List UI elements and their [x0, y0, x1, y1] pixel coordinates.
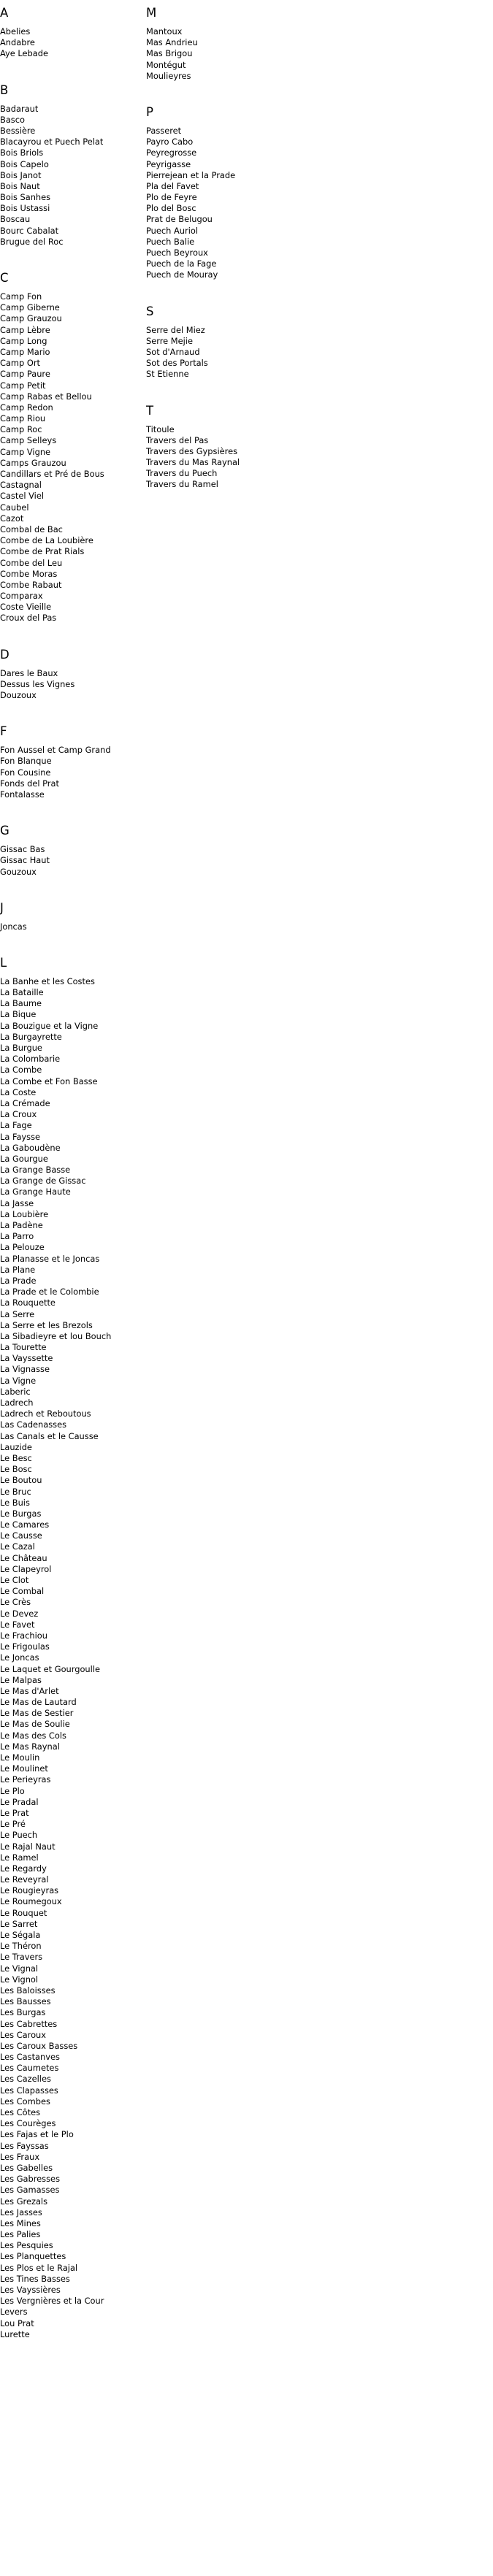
- place-name: La Vayssette: [0, 1353, 53, 1364]
- place-name: Le Crès: [0, 1597, 31, 1608]
- place-name: Les Pesquies: [0, 2240, 53, 2251]
- place-name: Le Vignol: [0, 1974, 39, 1985]
- place-name: Bois Briols: [0, 147, 44, 158]
- place-name: Peyregrosse: [146, 147, 197, 158]
- place-name: Le Mas d'Arlet: [0, 1685, 59, 1696]
- place-name: La Parro: [0, 1231, 34, 1242]
- place-name: Le Malpas: [0, 1674, 42, 1685]
- place-name: Les Plos et le Rajal: [0, 2262, 78, 2273]
- letter-heading: P: [146, 104, 153, 119]
- place-name: Le Prat: [0, 1807, 29, 1818]
- letter-section: [0, 271, 146, 648]
- place-name: Puech Auriol: [146, 225, 198, 236]
- letter-heading: F: [0, 724, 7, 739]
- place-name: Plo de Feyre: [146, 192, 197, 203]
- place-name: Le Cazal: [0, 1541, 35, 1552]
- place-name: Bois Janot: [0, 169, 42, 180]
- place-name: Les Gabresses: [0, 2174, 60, 2185]
- name-list: [0, 976, 146, 2340]
- place-name: La Padène: [0, 1220, 43, 1230]
- place-name: Travers du Puech: [146, 468, 218, 479]
- place-name: Les Fraux: [0, 2151, 40, 2162]
- place-name: Le Puech: [0, 1830, 38, 1841]
- place-name: Boscau: [0, 214, 31, 225]
- place-name: Les Cabrettes: [0, 2018, 58, 2029]
- place-name: Laberic: [0, 1386, 31, 1397]
- place-name: Le Théron: [0, 1941, 42, 1952]
- place-name: Le Bruc: [0, 1486, 31, 1497]
- place-name: Les Caroux: [0, 2029, 47, 2040]
- place-name: Montégut: [146, 59, 186, 70]
- place-name: Camp Grauzou: [0, 313, 62, 324]
- place-name: Bois Sanhes: [0, 192, 51, 203]
- place-name: La Burgayrette: [0, 1031, 62, 1042]
- place-name: Les Côtes: [0, 2107, 41, 2117]
- place-name: Comparax: [0, 591, 43, 602]
- place-name: Les Combes: [0, 2096, 50, 2107]
- place-name: Douzoux: [0, 690, 37, 700]
- place-name: La Serre: [0, 1308, 35, 1319]
- place-name: Combe Rabaut: [0, 579, 62, 590]
- place-name: La Jasse: [0, 1197, 34, 1208]
- place-name: La Loubière: [0, 1208, 49, 1219]
- place-name: Fontalasse: [0, 789, 45, 800]
- place-name: Le Favet: [0, 1619, 35, 1630]
- place-name: Fon Blanque: [0, 756, 52, 767]
- letter-section: [146, 6, 292, 105]
- place-name: La Plane: [0, 1264, 36, 1275]
- place-name: Caubel: [0, 502, 29, 513]
- place-name: Basco: [0, 114, 25, 125]
- place-name: Dares le Baux: [0, 667, 58, 678]
- letter-section: [146, 404, 292, 514]
- name-list: [0, 921, 146, 932]
- place-name: Blacayrou et Puech Pelat: [0, 137, 104, 147]
- place-name: Camp Mario: [0, 346, 50, 357]
- place-name: Bois Naut: [0, 180, 40, 191]
- place-name: Le Clot: [0, 1575, 29, 1585]
- letter-section: [0, 724, 146, 824]
- place-name: Le Boutou: [0, 1475, 42, 1486]
- place-name: La Colombarie: [0, 1054, 61, 1065]
- place-name: Les Gabelles: [0, 2162, 53, 2173]
- place-name: Camp Vigne: [0, 446, 51, 457]
- place-name: Castagnal: [0, 480, 42, 491]
- place-name: Camp Rabas et Bellou: [0, 391, 92, 402]
- place-name: Les Bausses: [0, 1996, 51, 2007]
- place-name: Las Canals et le Causse: [0, 1430, 99, 1441]
- place-name: La Vigne: [0, 1375, 37, 1386]
- name-list: [146, 126, 292, 281]
- place-name: Le Travers: [0, 1952, 43, 1963]
- place-name: Cazot: [0, 513, 24, 524]
- place-name: Ladrech et Reboutous: [0, 1408, 91, 1419]
- place-name: Camp Paure: [0, 369, 50, 380]
- place-name: Camp Lèbre: [0, 324, 50, 335]
- place-name: La Burgue: [0, 1043, 42, 1053]
- letter-section: [0, 83, 146, 271]
- place-name: Joncas: [0, 921, 27, 932]
- place-name: Combe de Prat Rials: [0, 546, 85, 557]
- place-name: Le Mas de Sestier: [0, 1708, 74, 1719]
- place-name: La Croux: [0, 1109, 37, 1120]
- place-name: Candillars et Pré de Bous: [0, 469, 104, 479]
- place-name: Travers du Mas Raynal: [146, 457, 240, 468]
- place-name: Le Plo: [0, 1785, 25, 1796]
- place-name: Peyrigasse: [146, 158, 191, 169]
- place-name: Camp Redon: [0, 402, 53, 413]
- letter-section: [0, 6, 146, 83]
- letter-heading: C: [0, 271, 9, 285]
- letter-section: [0, 901, 146, 956]
- place-name: Andabre: [0, 37, 35, 48]
- place-name: Le Causse: [0, 1530, 42, 1541]
- place-name: Fon Cousine: [0, 767, 51, 778]
- place-name: Serre Mejie: [146, 335, 193, 346]
- place-name: Le Moulinet: [0, 1763, 48, 1774]
- place-name: La Prade et le Colombie: [0, 1287, 99, 1297]
- place-name: Lou Prat: [0, 2318, 34, 2328]
- place-name: Camp Long: [0, 335, 47, 346]
- place-name: Le Devez: [0, 1608, 39, 1619]
- place-name: La Sibadieyre et lou Bouch: [0, 1330, 112, 1341]
- place-name: Le Rajal Naut: [0, 1841, 56, 1852]
- place-name: Pierrejean et la Prade: [146, 169, 236, 180]
- place-name: Les Cazelles: [0, 2074, 51, 2085]
- place-name: La Bataille: [0, 987, 44, 998]
- place-name: Les Caroux Basses: [0, 2040, 78, 2051]
- place-name: Le Reveyral: [0, 1874, 49, 1885]
- place-name: Payro Cabo: [146, 137, 194, 147]
- place-name: La Bouzigue et la Vigne: [0, 1020, 99, 1031]
- place-name: Camps Grauzou: [0, 457, 66, 468]
- place-name: Camp Roc: [0, 424, 42, 435]
- place-name: St Etienne: [146, 369, 189, 380]
- place-name: La Combe et Fon Basse: [0, 1076, 98, 1086]
- place-name: Le Roumegoux: [0, 1896, 62, 1907]
- place-name: Gissac Haut: [0, 855, 50, 866]
- place-name: Les Caumetes: [0, 2063, 59, 2074]
- place-name: Le Frachiou: [0, 1630, 47, 1641]
- place-name: Les Burgas: [0, 2007, 46, 2018]
- place-name: Le Sarret: [0, 1918, 38, 1929]
- place-name: Puech Beyroux: [146, 248, 208, 258]
- place-name: Puech de la Fage: [146, 258, 217, 269]
- place-name: Combal de Bac: [0, 524, 63, 534]
- place-name: Le Mas des Cols: [0, 1730, 66, 1741]
- place-name: La Vignasse: [0, 1364, 50, 1375]
- letter-heading: B: [0, 83, 9, 97]
- place-name: Travers del Pas: [146, 434, 209, 445]
- place-name: Abelies: [0, 26, 31, 37]
- place-name: Gissac Bas: [0, 844, 45, 855]
- place-name: Les Grezals: [0, 2196, 48, 2207]
- place-name: Prat de Belugou: [146, 214, 213, 225]
- place-name: Moulieyres: [146, 70, 191, 81]
- place-name: Bourc Cabalat: [0, 225, 59, 236]
- place-name: Le Burgas: [0, 1508, 42, 1519]
- place-name: Travers du Ramel: [146, 479, 218, 490]
- place-name: Ladrech: [0, 1398, 34, 1408]
- name-list: [0, 104, 146, 248]
- place-name: La Fage: [0, 1120, 32, 1131]
- place-name: Le Mas de Soulie: [0, 1719, 70, 1730]
- place-name: Combe del Leu: [0, 557, 63, 568]
- letter-heading: T: [146, 403, 154, 418]
- place-name: Les Tines Basses: [0, 2273, 70, 2284]
- place-name: La Crémade: [0, 1097, 50, 1108]
- place-name: Travers des Gypsières: [146, 445, 238, 456]
- place-name: Le Pradal: [0, 1796, 39, 1807]
- left-column: [0, 6, 146, 2364]
- name-list: [0, 844, 146, 878]
- name-list: [0, 26, 146, 60]
- place-name: Le Combal: [0, 1586, 45, 1597]
- place-name: La Pelouze: [0, 1242, 45, 1253]
- place-name: La Serre et les Brezols: [0, 1319, 93, 1330]
- place-name: Le Château: [0, 1552, 47, 1563]
- place-name: La Rouquette: [0, 1297, 56, 1308]
- place-name: Passeret: [146, 125, 182, 136]
- place-name: Les Baloisses: [0, 1985, 56, 1996]
- place-name: Lauzide: [0, 1441, 32, 1452]
- letter-heading: G: [0, 824, 9, 838]
- place-name: Les Castanves: [0, 2052, 60, 2063]
- place-name: Les Vayssières: [0, 2285, 61, 2295]
- place-name: Puech de Mouray: [146, 269, 218, 280]
- place-name: Coste Vieille: [0, 602, 52, 613]
- place-name: Le Perieyras: [0, 1774, 51, 1785]
- place-name: Le Frigoulas: [0, 1641, 50, 1652]
- place-name: La Combe: [0, 1065, 42, 1076]
- place-name: Mas Brigou: [146, 48, 193, 59]
- place-name: Levers: [0, 2307, 28, 2318]
- place-name: Camp Giberne: [0, 302, 60, 313]
- place-name: Bois Capelo: [0, 158, 49, 169]
- place-name: Combe Moras: [0, 568, 58, 579]
- place-name: Bois Ustassi: [0, 203, 50, 214]
- letter-section: [0, 648, 146, 725]
- letter-section: [0, 956, 146, 2364]
- place-name: La Gourgue: [0, 1153, 48, 1164]
- place-name: Le Laquet et Gourgoulle: [0, 1663, 100, 1674]
- letter-heading: J: [0, 900, 4, 915]
- name-list: [0, 668, 146, 702]
- place-name: Mas Andrieu: [146, 37, 198, 48]
- place-name: Les Planquettes: [0, 2251, 66, 2262]
- right-column: [146, 6, 292, 514]
- place-name: La Grange Basse: [0, 1165, 71, 1176]
- place-name: Les Clapasses: [0, 2085, 58, 2096]
- place-name: Les Fajas et le Plo: [0, 2129, 74, 2140]
- place-name: La Tourette: [0, 1342, 47, 1353]
- place-name: Le Ségala: [0, 1930, 41, 1940]
- name-list: [146, 26, 292, 82]
- place-name: Le Mas de Lautard: [0, 1697, 77, 1708]
- letter-heading: D: [0, 647, 9, 662]
- place-name: Le Rouquet: [0, 1907, 47, 1918]
- place-name: Fonds del Prat: [0, 778, 59, 789]
- letter-heading: M: [146, 6, 157, 20]
- place-name: Le Camares: [0, 1519, 50, 1530]
- place-name: La Coste: [0, 1086, 37, 1097]
- place-name: Les Palies: [0, 2229, 41, 2240]
- place-name: Le Clapeyrol: [0, 1563, 52, 1574]
- place-name: Le Besc: [0, 1452, 32, 1463]
- place-name: Le Moulin: [0, 1752, 40, 1763]
- place-name: Le Mas Raynal: [0, 1741, 60, 1752]
- name-list: [0, 745, 146, 800]
- place-name: Aye Lebade: [0, 48, 48, 59]
- place-name: Sot des Portals: [146, 358, 208, 369]
- place-name: La Bique: [0, 1009, 37, 1020]
- place-name: Croux del Pas: [0, 613, 57, 624]
- place-name: Le Buis: [0, 1497, 30, 1508]
- place-name: Le Bosc: [0, 1464, 32, 1475]
- place-name: La Gaboudène: [0, 1142, 61, 1153]
- place-name: Le Rougieyras: [0, 1885, 59, 1896]
- place-name: Camp Petit: [0, 380, 46, 391]
- place-name: Les Jasses: [0, 2207, 42, 2217]
- place-name: Puech Balie: [146, 236, 195, 247]
- place-name: Castel Viel: [0, 491, 45, 502]
- place-name: Les Courèges: [0, 2118, 56, 2129]
- place-name: Les Mines: [0, 2217, 41, 2228]
- place-name: Bessière: [0, 125, 36, 136]
- place-name: La Banhe et les Costes: [0, 975, 95, 986]
- place-name: Le Regardy: [0, 1863, 47, 1874]
- place-name: Brugue del Roc: [0, 236, 64, 247]
- place-name: La Prade: [0, 1275, 37, 1286]
- place-name: Le Pré: [0, 1819, 26, 1830]
- letter-heading: L: [0, 955, 7, 970]
- place-name: Sot d'Arnaud: [146, 346, 200, 357]
- place-name: Badaraut: [0, 103, 39, 114]
- place-name: La Baume: [0, 998, 42, 1009]
- place-name: Les Gamasses: [0, 2185, 60, 2196]
- place-name: Titoule: [146, 423, 175, 434]
- place-name: Les Vergnières et la Cour: [0, 2296, 104, 2307]
- place-name: La Grange Haute: [0, 1187, 71, 1197]
- place-name: La Planasse et le Joncas: [0, 1253, 100, 1264]
- place-name: Les Fayssas: [0, 2140, 49, 2151]
- name-list: [146, 325, 292, 380]
- name-list: [146, 424, 292, 491]
- place-name: Serre del Miez: [146, 324, 205, 335]
- place-name: La Grange de Gissac: [0, 1176, 86, 1187]
- place-name: La Faysse: [0, 1131, 41, 1142]
- place-name: Camp Fon: [0, 291, 42, 302]
- place-name: Fon Aussel et Camp Grand: [0, 745, 111, 756]
- letter-section: [146, 304, 292, 404]
- place-name: Lurette: [0, 2328, 30, 2339]
- place-name: Mantoux: [146, 26, 183, 37]
- place-name: Camp Riou: [0, 413, 46, 424]
- letter-section: [0, 824, 146, 901]
- letter-heading: A: [0, 6, 9, 20]
- place-name: Gouzoux: [0, 866, 37, 877]
- place-name: Combe de La Loubière: [0, 535, 93, 546]
- place-name: Le Vignal: [0, 1963, 39, 1974]
- place-name: Pla del Favet: [146, 180, 199, 191]
- place-name: Camp Selleys: [0, 435, 57, 446]
- letter-heading: S: [146, 304, 154, 318]
- place-name: Le Joncas: [0, 1652, 39, 1663]
- letter-section: [146, 105, 292, 304]
- place-name: Las Cadenasses: [0, 1419, 67, 1430]
- place-name: Le Ramel: [0, 1852, 39, 1863]
- name-list: [0, 291, 146, 624]
- place-name: Camp Ort: [0, 358, 40, 369]
- place-name: Dessus les Vignes: [0, 678, 75, 689]
- place-name: Plo del Bosc: [146, 203, 196, 214]
